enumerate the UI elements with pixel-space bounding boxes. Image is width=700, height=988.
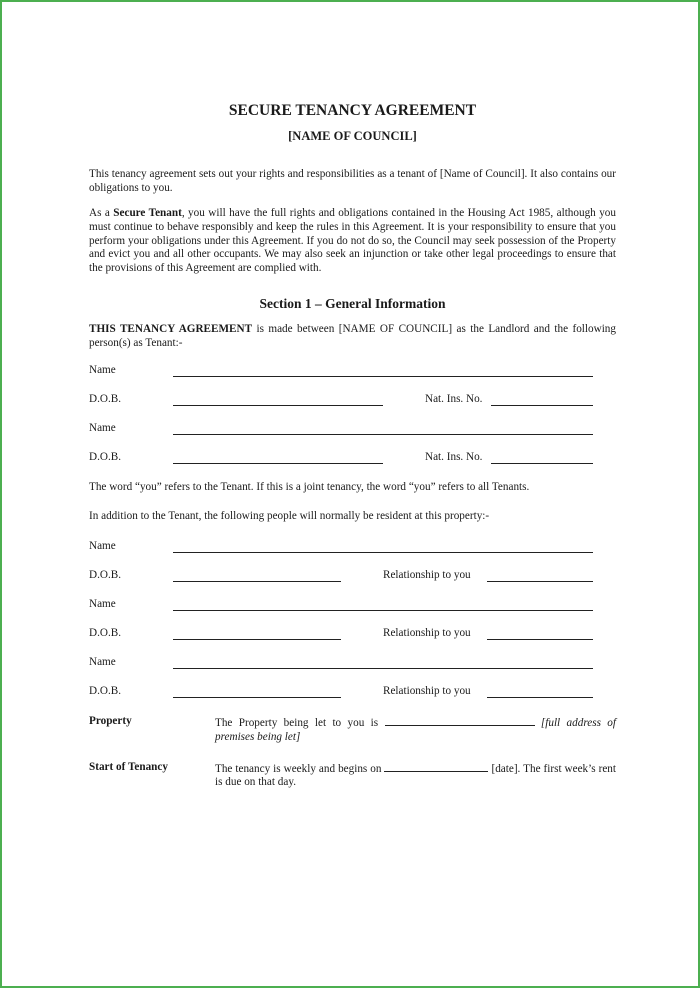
resident-2-dob-row (89, 627, 616, 656)
resident-1-name-row (89, 540, 616, 569)
residents-note: In addition to the Tenant, the following people will normally be resident at this property:- (89, 509, 490, 522)
ni-label: Nat. Ins. No. (425, 451, 483, 464)
name-label: Name (89, 422, 116, 435)
dob-label: D.O.B. (89, 393, 122, 406)
agreement-lead-paragraph: THIS TENANCY AGREEMENT is made between [NAME OF COUNCIL] as the Landlord and the following person(s) as Tenant:- (89, 322, 616, 349)
intro-paragraph: This tenancy agreement sets out your rights and responsibilities as a tenant of [Name of Council]. It also contains our obligations to you. (89, 168, 616, 194)
resident-3-name-row (89, 656, 616, 685)
document-title: SECURE TENANCY AGREEMENT (228, 102, 477, 119)
tenant-2-dob-row (89, 451, 616, 480)
secure-tenant-term: Secure Tenant (113, 207, 182, 220)
start-of-tenancy-text: The tenancy is weekly and begins on [date]. The first week’s rent is due on that day. (215, 762, 616, 789)
you-definition-note: The word “you” refers to the Tenant. If this is a joint tenancy, the word “you” refers to all Tenants. (89, 481, 530, 494)
dob-label: D.O.B. (89, 569, 122, 582)
tenant-1-name-field[interactable] (173, 376, 593, 377)
resident-1-dob-row (89, 569, 616, 598)
property-label: Property (89, 715, 132, 728)
tenant-2-ni-field[interactable] (491, 463, 593, 464)
property-address-field[interactable] (385, 715, 535, 726)
resident-2-dob-field[interactable] (173, 639, 341, 640)
resident-2-name-row (89, 598, 616, 627)
resident-2-name-field[interactable] (173, 610, 593, 611)
secure-tenant-paragraph: As a Secure Tenant, you will have the full rights and obligations contained in the Housing Act 1985, although you must continue to behave responsibly and keep the rules in this Agreement. It is your responsibility to ensure that you perform your obligations under this Agreement. If you do not do so, the Council may seek possession of the Property and evict you and all other occupants. We may also seek an injunction or take other legal proceedings to ensure that the provisions of this Agreement are complied with. (89, 207, 616, 274)
name-label: Name (89, 656, 116, 669)
relationship-label: Relationship to you (383, 627, 471, 640)
property-clause (89, 715, 616, 744)
council-name-placeholder: [NAME OF COUNCIL] (288, 128, 417, 143)
section-1-heading: Section 1 – General Information (259, 296, 446, 312)
start-of-tenancy-label: Start of Tenancy (89, 760, 168, 773)
tenant-1-dob-field[interactable] (173, 405, 383, 406)
start-of-tenancy-clause (89, 761, 616, 790)
relationship-label: Relationship to you (383, 569, 471, 582)
ni-label: Nat. Ins. No. (425, 393, 483, 406)
resident-1-name-field[interactable] (173, 552, 593, 553)
resident-2-relationship-field[interactable] (487, 639, 593, 640)
resident-3-dob-field[interactable] (173, 697, 341, 698)
tenant-1-ni-field[interactable] (491, 405, 593, 406)
document-page (89, 104, 616, 790)
tenant-2-dob-field[interactable] (173, 463, 383, 464)
tenant-2-name-row (89, 422, 616, 451)
name-label: Name (89, 364, 116, 377)
resident-1-relationship-field[interactable] (487, 581, 593, 582)
name-label: Name (89, 598, 116, 611)
dob-label: D.O.B. (89, 627, 122, 640)
resident-3-dob-row (89, 685, 616, 714)
relationship-label: Relationship to you (383, 685, 471, 698)
start-date-field[interactable] (384, 761, 488, 772)
tenant-1-name-row (89, 364, 616, 393)
resident-3-name-field[interactable] (173, 668, 593, 669)
tenant-2-name-field[interactable] (173, 434, 593, 435)
resident-1-dob-field[interactable] (173, 581, 341, 582)
property-text: The Property being let to you is [full address of premises being let] (215, 717, 617, 743)
name-label: Name (89, 540, 116, 553)
tenant-1-dob-row (89, 393, 616, 422)
dob-label: D.O.B. (89, 451, 122, 464)
resident-3-relationship-field[interactable] (487, 697, 593, 698)
dob-label: D.O.B. (89, 685, 122, 698)
